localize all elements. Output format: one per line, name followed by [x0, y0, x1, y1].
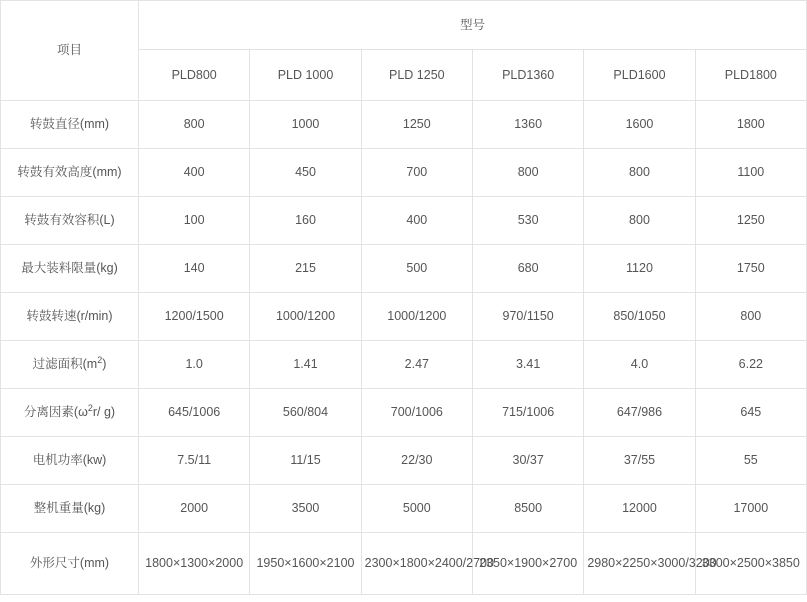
table-row [1, 245, 807, 293]
header-model-1: PLD 1000 [250, 50, 361, 101]
row-label-suffix: r/ g) [92, 405, 116, 420]
table-row [1, 341, 807, 389]
table-cell: 7.5/11 [139, 437, 250, 485]
table-cell: 2980×2250×3000/3200 [584, 533, 695, 595]
table-row [1, 149, 807, 197]
row-label [1, 149, 139, 197]
row-label-text: 转鼓有效容积(L) [24, 213, 115, 228]
row-label-sup: 2 [87, 402, 93, 413]
table-cell: 800 [472, 149, 583, 197]
table-cell: 11/15 [250, 437, 361, 485]
table-cell: 1800×1300×2000 [139, 533, 250, 595]
table-cell: 970/1150 [472, 293, 583, 341]
table-cell: 450 [250, 149, 361, 197]
table-row [1, 437, 807, 485]
table-cell: 1.0 [139, 341, 250, 389]
header-model-5: PLD1800 [695, 50, 806, 101]
table-cell: 680 [472, 245, 583, 293]
table-cell: 3500 [250, 485, 361, 533]
table-cell: 55 [695, 437, 806, 485]
table-cell: 140 [139, 245, 250, 293]
table-cell: 2350×1900×2700 [472, 533, 583, 595]
row-label [1, 389, 139, 437]
row-label [1, 293, 139, 341]
table-cell: 160 [250, 197, 361, 245]
table-cell: 1200/1500 [139, 293, 250, 341]
row-label-text: 转鼓转速(r/min) [26, 309, 113, 324]
table-cell: 700 [361, 149, 472, 197]
table-cell: 4.0 [584, 341, 695, 389]
row-label-sup: 2 [97, 354, 103, 365]
table-cell: 645/1006 [139, 389, 250, 437]
table-cell: 2300×1800×2400/2700 [361, 533, 472, 595]
table-cell: 647/986 [584, 389, 695, 437]
table-cell: 1750 [695, 245, 806, 293]
table-cell: 5000 [361, 485, 472, 533]
table-cell: 800 [139, 101, 250, 149]
table-cell: 12000 [584, 485, 695, 533]
row-label-suffix: ) [102, 357, 107, 372]
table-cell: 850/1050 [584, 293, 695, 341]
table-cell: 17000 [695, 485, 806, 533]
table-cell: 1800 [695, 101, 806, 149]
table-cell: 3.41 [472, 341, 583, 389]
header-model-2: PLD 1250 [361, 50, 472, 101]
table-cell: 800 [584, 197, 695, 245]
table-cell: 400 [139, 149, 250, 197]
table-cell: 1360 [472, 101, 583, 149]
row-label-text: 转鼓直径(mm) [29, 117, 110, 132]
row-label-text: 转鼓有效高度(mm) [17, 165, 122, 180]
row-label [1, 245, 139, 293]
table-cell: 560/804 [250, 389, 361, 437]
table-cell: 1.41 [250, 341, 361, 389]
table-cell: 3300×2500×3850 [695, 533, 806, 595]
table-cell: 22/30 [361, 437, 472, 485]
table-cell: 715/1006 [472, 389, 583, 437]
row-label [1, 341, 139, 389]
table-cell: 1100 [695, 149, 806, 197]
table-row [1, 485, 807, 533]
table-header [1, 1, 807, 101]
row-label-text: 电机功率(kw) [32, 453, 107, 468]
table-cell: 2.47 [361, 341, 472, 389]
row-label-text: 过滤面积(m [32, 357, 98, 372]
row-label-text: 最大装料限量(kg) [21, 261, 118, 276]
header-item-label: 项目 [1, 1, 139, 101]
table-row [1, 293, 807, 341]
table-cell: 37/55 [584, 437, 695, 485]
table-cell: 1250 [695, 197, 806, 245]
table-cell: 1120 [584, 245, 695, 293]
table-cell: 700/1006 [361, 389, 472, 437]
table-cell: 1950×1600×2100 [250, 533, 361, 595]
table-cell: 645 [695, 389, 806, 437]
header-row-group [1, 1, 807, 50]
table-cell: 100 [139, 197, 250, 245]
table-row [1, 389, 807, 437]
row-label [1, 197, 139, 245]
row-label [1, 437, 139, 485]
table-cell: 2000 [139, 485, 250, 533]
table-cell: 400 [361, 197, 472, 245]
table-body [1, 101, 807, 595]
row-label [1, 101, 139, 149]
table-cell: 1250 [361, 101, 472, 149]
table-row [1, 197, 807, 245]
table-cell: 1000/1200 [250, 293, 361, 341]
header-model-0: PLD800 [139, 50, 250, 101]
row-label-text: 分离因素(ω [23, 405, 88, 420]
row-label [1, 485, 139, 533]
row-label-text: 外形尺寸(mm) [29, 556, 110, 571]
header-model-3: PLD1360 [472, 50, 583, 101]
header-model-group-label: 型号 [139, 1, 807, 50]
row-label [1, 533, 139, 595]
table-cell: 1000/1200 [361, 293, 472, 341]
table-cell: 30/37 [472, 437, 583, 485]
table-row [1, 533, 807, 595]
table-cell: 530 [472, 197, 583, 245]
table-row [1, 101, 807, 149]
row-label-text: 整机重量(kg) [33, 501, 106, 516]
table-cell: 6.22 [695, 341, 806, 389]
header-model-4: PLD1600 [584, 50, 695, 101]
table-cell: 1000 [250, 101, 361, 149]
table-cell: 1600 [584, 101, 695, 149]
table-cell: 500 [361, 245, 472, 293]
table-cell: 8500 [472, 485, 583, 533]
table-cell: 800 [695, 293, 806, 341]
table-cell: 800 [584, 149, 695, 197]
table-cell: 215 [250, 245, 361, 293]
